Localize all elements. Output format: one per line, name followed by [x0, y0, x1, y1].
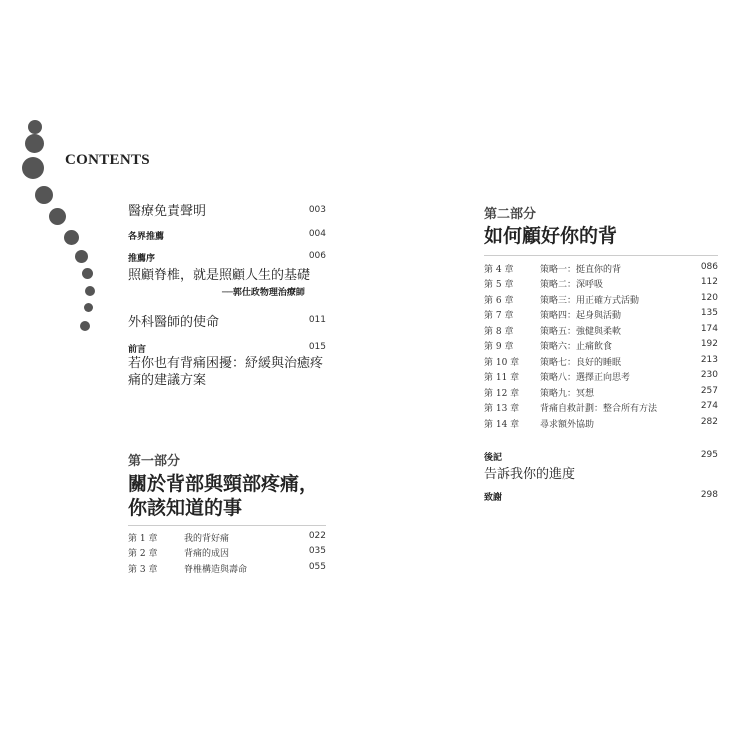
decorative-dot — [25, 134, 44, 153]
chapter-title: 背痛自救計劃：整合所有方法 — [540, 404, 658, 414]
chapter-number: 第 8 章 — [484, 327, 514, 337]
chapter-title: 策略二：深呼吸 — [540, 280, 604, 290]
chapter-number: 第 4 章 — [484, 265, 514, 275]
chapter-number: 第 11 章 — [484, 373, 520, 383]
toc-entry-afterword-title: 告訴我你的進度 — [484, 467, 576, 482]
toc-entry-surgeon-mission: 外科醫師的使命 — [128, 315, 220, 330]
chapter-row — [484, 417, 718, 432]
page-number: 035 — [308, 546, 326, 556]
page-number: 004 — [308, 229, 326, 239]
page-number: 174 — [700, 324, 718, 334]
chapter-number: 第 2 章 — [128, 549, 158, 559]
page-number: 055 — [308, 562, 326, 572]
chapter-number: 第 7 章 — [484, 311, 514, 321]
toc-entry-endorsements: 各界推薦 — [128, 232, 165, 242]
decorative-dot — [64, 230, 79, 245]
toc-entry-foreword-label: 推薦序 — [128, 254, 156, 264]
chapter-title: 策略七：良好的睡眠 — [540, 358, 622, 368]
decorative-dot — [82, 268, 93, 279]
page-number: 295 — [700, 450, 718, 460]
chapter-title: 脊椎構造與壽命 — [184, 565, 248, 575]
chapter-number: 第 5 章 — [484, 280, 514, 290]
chapter-number: 第 12 章 — [484, 389, 520, 399]
chapter-row — [128, 562, 326, 577]
chapter-row — [484, 386, 718, 401]
chapter-title: 尋求額外協助 — [540, 420, 595, 430]
chapter-title: 策略一：挺直你的背 — [540, 265, 622, 275]
chapter-row — [484, 262, 718, 277]
decorative-dot — [28, 120, 42, 134]
page-number: 257 — [700, 386, 718, 396]
chapter-row — [128, 546, 326, 561]
chapter-number: 第 14 章 — [484, 420, 520, 430]
chapter-row — [484, 355, 718, 370]
chapter-number: 第 1 章 — [128, 534, 158, 544]
page-number: 274 — [700, 401, 718, 411]
foreword-attribution: ──郭仕政物理治療師 — [222, 288, 305, 298]
chapter-row — [484, 370, 718, 385]
part-one-label: 第一部分 — [128, 454, 181, 469]
part-one-title: 關於背部與頸部疼痛， 你該知道的事 — [128, 473, 319, 519]
chapter-title: 策略四：起身與活動 — [540, 311, 622, 321]
chapter-title: 我的背好痛 — [184, 534, 230, 544]
page-number: 230 — [700, 370, 718, 380]
page-number: 015 — [308, 342, 326, 352]
decorative-dot — [75, 250, 88, 263]
page-number: 135 — [700, 308, 718, 318]
chapter-number: 第 9 章 — [484, 342, 514, 352]
page-number: 282 — [700, 417, 718, 427]
page-number: 112 — [700, 277, 718, 287]
divider — [484, 255, 718, 256]
page-number: 298 — [700, 490, 718, 500]
toc-entry-acknowledgements: 致謝 — [484, 493, 503, 503]
part-two-label: 第二部分 — [484, 207, 537, 222]
contents-heading: CONTENTS — [65, 152, 150, 168]
chapter-number: 第 3 章 — [128, 565, 158, 575]
chapter-row — [484, 277, 718, 292]
decorative-dot — [85, 286, 95, 296]
chapter-number: 第 13 章 — [484, 404, 520, 414]
decorative-dot — [22, 157, 44, 179]
chapter-title: 背痛的成因 — [184, 549, 230, 559]
decorative-dot — [80, 321, 90, 331]
chapter-title: 策略五：強健與柔軟 — [540, 327, 622, 337]
decorative-dot — [35, 186, 53, 204]
decorative-dot — [49, 208, 66, 225]
toc-entry-foreword-title: 照顧脊椎，就是照顧人生的基礎 — [128, 268, 311, 283]
toc-entry-preface-label: 前言 — [128, 345, 147, 355]
page-number: 022 — [308, 531, 326, 541]
chapter-row — [128, 531, 326, 546]
chapter-title: 策略三：用正確方式活動 — [540, 296, 640, 306]
page-number: 003 — [308, 205, 326, 215]
chapter-row — [484, 293, 718, 308]
chapter-title: 策略九：冥想 — [540, 389, 595, 399]
toc-entry-afterword-label: 後記 — [484, 453, 503, 463]
chapter-row — [484, 308, 718, 323]
toc-entry-preface-title: 若你也有背痛困擾：紓緩與治癒疼 痛的建議方案 — [128, 356, 324, 388]
divider — [128, 525, 326, 526]
chapter-title: 策略八：選擇正向思考 — [540, 373, 631, 383]
part-two-title: 如何顧好你的背 — [484, 225, 618, 247]
toc-entry-disclaimer: 醫療免責聲明 — [128, 204, 207, 219]
page-number: 006 — [308, 251, 326, 261]
page-number: 086 — [700, 262, 718, 272]
chapter-number: 第 6 章 — [484, 296, 514, 306]
page-number: 192 — [700, 339, 718, 349]
chapter-number: 第 10 章 — [484, 358, 520, 368]
decorative-dot — [84, 303, 93, 312]
chapter-row — [484, 339, 718, 354]
chapter-row — [484, 401, 718, 416]
page-number: 011 — [308, 315, 326, 325]
page-number: 120 — [700, 293, 718, 303]
chapter-row — [484, 324, 718, 339]
page-number: 213 — [700, 355, 718, 365]
chapter-title: 策略六：止痛飲食 — [540, 342, 613, 352]
